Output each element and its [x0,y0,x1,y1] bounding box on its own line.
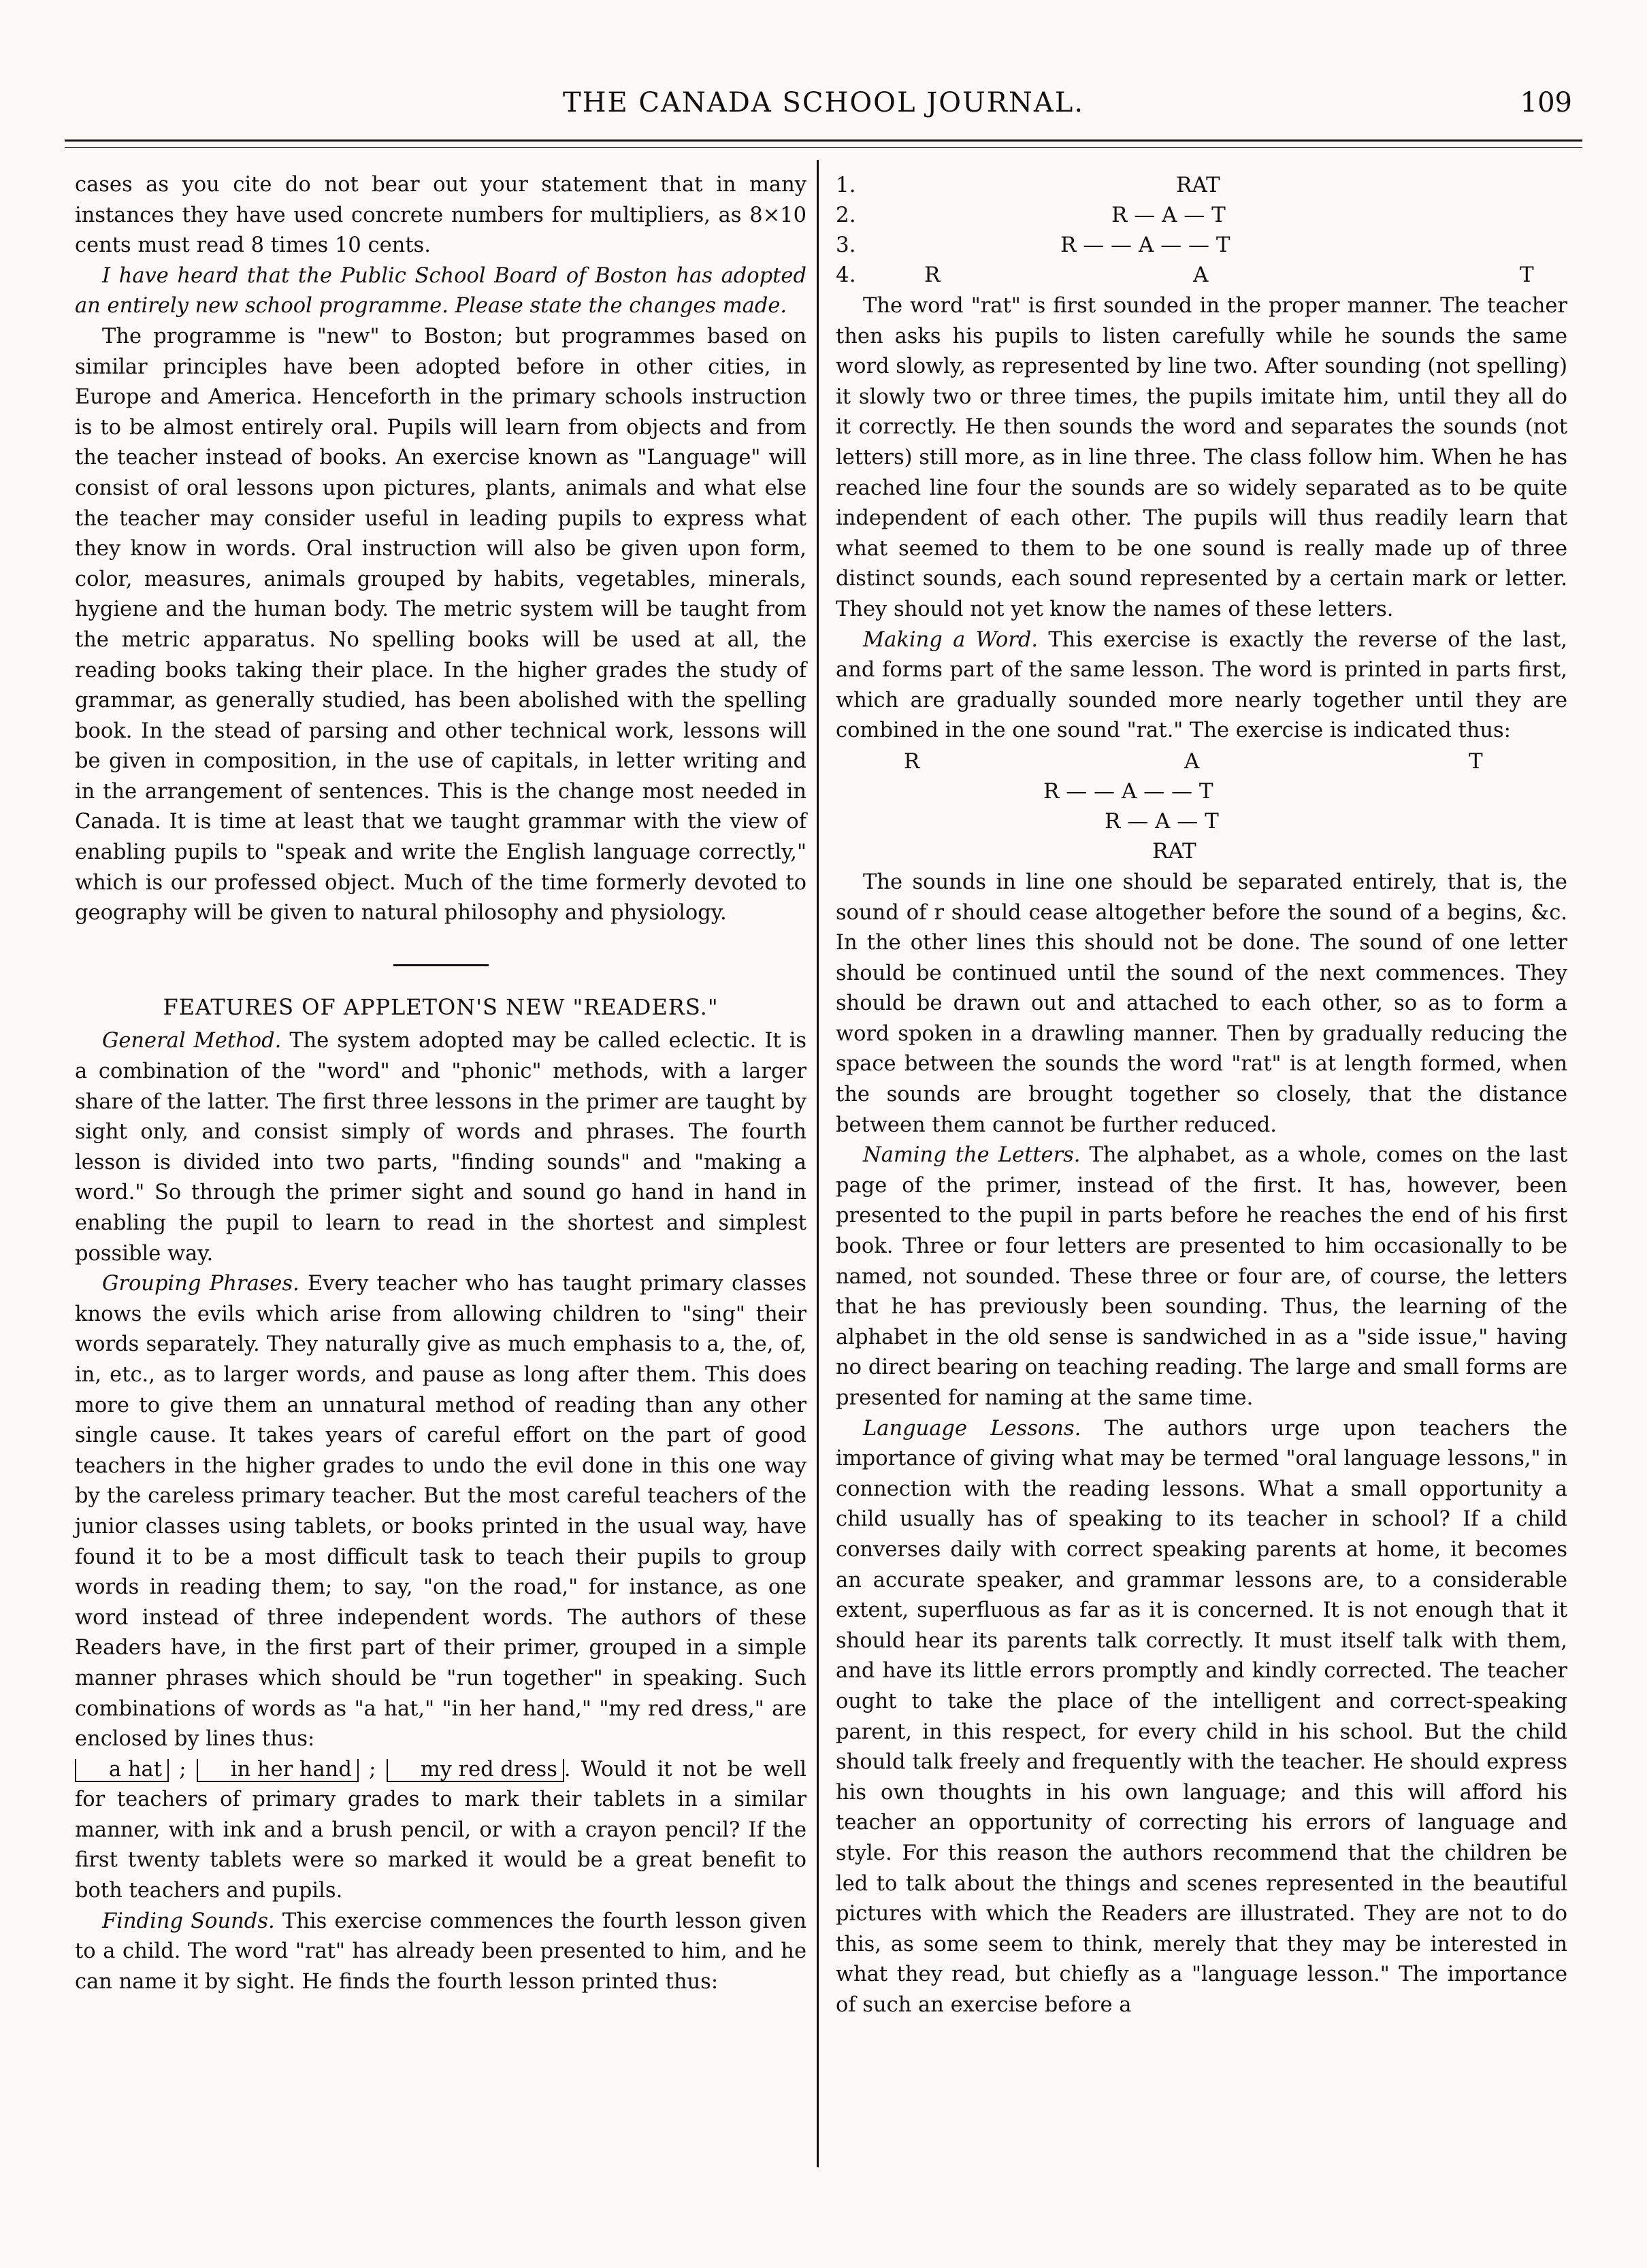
boxed-phrase: in her hand [197,1759,359,1782]
header-rule-thick [65,139,1582,142]
sound-line: RAT [1152,838,1196,864]
paragraph-grouping-phrases: Grouping Phrases. Every teacher who has taught primary classes knows the evils which arise from allowing children to "sing" their words separately. They naturally give as much emphasis to a, the, of, in, etc., as to larger words, and pause as long after them. This does more to give them an unnatural method of reading than any other single cause. It takes years of careful effort on the part of good teachers in the higher grades to undo the evil done in this one way by the careless primary teacher. But the most careful teachers of the junior classes using tablets, or books printed in the usual way, have found it to be a most difficult task to teach their pupils to group words in reading them; to say, "on the road," for instance, as one word instead of three independent words. The authors of these Readers have, in the first part of their primer, grouped in a simple manner phrases which should be "run together" in speaking. Such combinations of words as "a hat," "in her hand," "my red dress," are enclosed by lines thus: a hat ; in her hand ; my red dress . Would it not be well for teachers of primary grades to mark their tablets in a similar manner, with ink and a brush pencil, or with a crayon pencil? If the first twenty tablets were so marked it would be a great benefit to both teachers and pupils. [75,1272,807,1903]
sound-line: RAT [1176,173,1220,197]
sound-letter: T [1520,263,1534,287]
page-number: 109 [1520,87,1572,118]
paragraph-text: The alphabet, as a whole, comes on the last page of the primer, instead of the first. It has, however, been presented to the pupil in parts before he reaches the end of his first book. Three or four letters are presented to him occasionally to be named, not sounded. These three or four are, of course, the letters that he has previously been sounding. Thus, the learning of the alphabet in the old sense is sandwiched in as a "side issue," having no direct bearing on teaching reading. The large and small forms are presented for naming at the same time. [836,1143,1567,1410]
right-column [836,170,1567,2020]
paragraph-making-a-word [836,625,1567,746]
paragraph-finding-sounds [75,1907,806,1998]
paragraph: The sounds in line one should be separated entirely, that is, the sound of r should cease altogether before the sound of a begins, &c. In the other lines this should not be done. The sound of one letter should be continued until the sound of the next commences. They should be drawn out and attached to each other, so as to form a word spoken in a drawling manner. Then by gradually reducing the space between the sounds the word "rat" is at length formed, when the sounds are brought together so closely, that the distance between them cannot be further reduced. [836,870,1567,1137]
running-title: THE CANADA SCHOOL JOURNAL. [562,87,1085,118]
sound-letter: R [904,749,920,774]
paragraph-text: This exercise is exactly the reverse of the last, and forms part of the same lesson. The word is printed in parts first, which are gradually sounded more nearly together until they are combined in the one sound "rat." The exercise is indicated thus: [836,627,1567,743]
column-separator [817,160,819,2167]
boxed-phrase: my red dress [387,1759,564,1782]
runin-heading: Grouping Phrases. [102,1272,299,1296]
paragraph-text: This exercise commences the fourth lesson given to a child. The word "rat" has already been presented to him, and he can name it by sight. He finds the fourth lesson printed thus: [75,1909,806,1994]
paragraph: The word "rat" is first sounded in the proper manner. The teacher then asks his pupils to listen carefully while he sounds the same word slowly, as represented by line two. After sounding (not spelling) it slowly two or three times, the pupils imitate him, until they all do it correctly. He then sounds the word and separates the sounds (not letters) still more, as in line three. The class follow him. When he has reached line four the sounds are so widely separated as to be quite independent of each other. The pupils will thus readily learn that what seemed to them to be one sound is really made up of three distinct sounds, each sound represented by a certain mark or letter. They should not yet know the names of these letters. [836,294,1567,621]
boxed-phrase: a hat [75,1759,169,1782]
runin-heading: Making a Word. [863,627,1039,652]
sound-letter: A [1184,749,1200,774]
runin-heading: Finding Sounds. [102,1909,275,1933]
making-word-lines [836,746,1567,868]
section-divider [393,964,489,966]
sound-letter: T [1469,749,1483,774]
sound-line: R — — A — — T [1043,778,1213,804]
paragraph-naming-letters [836,1140,1567,1413]
paragraph-text: The authors urge upon teachers the importance of giving what may be termed "oral language lessons," in connection with the reading lessons. What a small opportunity a child usually has of speaking to its teacher in school? If a child converses daily with correct speaking parents at home, it becomes an accurate speaker, and grammar lessons are, to a considerable extent, superfluous as far as it is concerned. It is not enough that it should hear its parents talk correctly. It must itself talk with them, and have its little errors promptly and kindly corrected. The teacher ought to take the place of the intelligent and correct-speaking parent, in this respect, for every child in his school. But the child should talk freely and frequently with the teacher. He should express his own thoughts in his own language; and this will afford his teacher an opportunity of correcting his errors of language and style. For this reason the authors recommend that the children be led to talk about the things and scenes represented in the beautiful pictures with which the Readers are illustrated. They are not to do this, as some seem to think, merely that they may be interested in what they read, but chiefly as a "language lesson." The importance of such an exercise before a [836,1416,1567,2017]
paragraph-text: The system adopted may be called eclectic. It is a combination of the "word" and "phonic" methods, with a larger share of the latter. The first three lessons in the primer are taught by sight only, and consist simply of words and phrases. The fourth lesson is divided into two parts, "finding sounds" and "making a word." So through the primer sight and sound go hand in hand in enabling the pupil to learn to read in the shortest and simplest possible way. [75,1029,806,1266]
runin-heading: Naming the Letters. [863,1143,1081,1168]
paragraph-general-method [75,1026,806,1269]
runin-heading: Language Lessons. [863,1416,1081,1441]
paragraph: cases as you cite do not bear out your statement that in many instances they have used concrete numbers for multipliers, as 8×10 cents must read 8 times 10 cents. [75,173,806,258]
line-number: 3. [836,233,856,257]
sound-line: R — A — T [1105,808,1219,834]
section-title: FEATURES OF APPLETON'S NEW "READERS." [163,993,719,1020]
finding-sounds-lines [836,170,1567,291]
sound-line: R — — A — — T [1060,233,1230,257]
paragraph: The programme is "new" to Boston; but programmes based on similar principles have been adopted before in other cities, in Europe and America. Henceforth in the primary schools instruction is to be almost entirely oral. Pupils will learn from objects and from the teacher instead of books. An exercise known as "Language" will consist of oral lessons upon pictures, plants, animals and what else the teacher may consider useful in leading pupils to express what they know in words. Oral instruction will also be given upon form, color, measures, animals grouped by habits, vegetables, minerals, hygiene and the human body. The metric system will be taught from the metric apparatus. No spelling books will be used at all, the reading books taking their place. In the higher grades the study of grammar, as generally studied, has been abolished with the spelling book. In the stead of parsing and other technical work, lessons will be given in composition, in the use of capitals, in letter writing and in the arrangement of sentences. This is the change most needed in Canada. It is time at least that we taught grammar with the view of enabling pupils to "speak and write the English language correctly," which is our professed object. Much of the time formerly devoted to geography will be given to natural philosophy and physiology. [75,324,806,925]
sound-letter: A [1193,263,1209,287]
question: I have heard that the Public School Board of Boston has adopted an entirely new school programme. Please state the changes made. [75,263,806,318]
paragraph-text: . Would it not be well for teachers of primary grades to mark their tablets in a similar manner, with ink and a brush pencil, or with a crayon pencil? If the first twenty tablets were so marked it would be a great benefit to both teachers and pupils. [75,1757,806,1903]
paragraph-language-lessons [836,1414,1567,2021]
sound-line: R — A — T [1111,203,1226,227]
sound-letter: R [924,263,941,287]
line-number: 2. [836,203,856,227]
left-column [75,170,806,1997]
header-rule-thin [65,147,1582,148]
line-number: 1. [836,173,856,197]
page-header [75,87,1572,128]
runin-heading: General Method. [102,1029,282,1053]
line-number: 4. [836,263,856,287]
paragraph-text: Every teacher who has taught primary classes knows the evils which arise from allowing children to "sing" their words separately. They naturally give as much emphasis to a, the, of, in, etc., as to larger words, and pause as long after them. This does more to give them an unnatural method of reading than any other single cause. It takes years of careful effort on the part of good teachers in the higher grades to undo the evil done in this one way by the careless primary teacher. But the most careful teachers of the junior classes using tablets, or books printed in the usual way, have found it to be a most difficult task to teach their pupils to group words in reading them; to say, "on the road," for instance, as one word instead of three independent words. The authors of these Readers have, in the first part of their primer, grouped in a simple manner phrases which should be "run together" in speaking. Such combinations of words as "a hat," "in her hand," "my red dress," are enclosed by lines thus: [75,1272,807,1752]
